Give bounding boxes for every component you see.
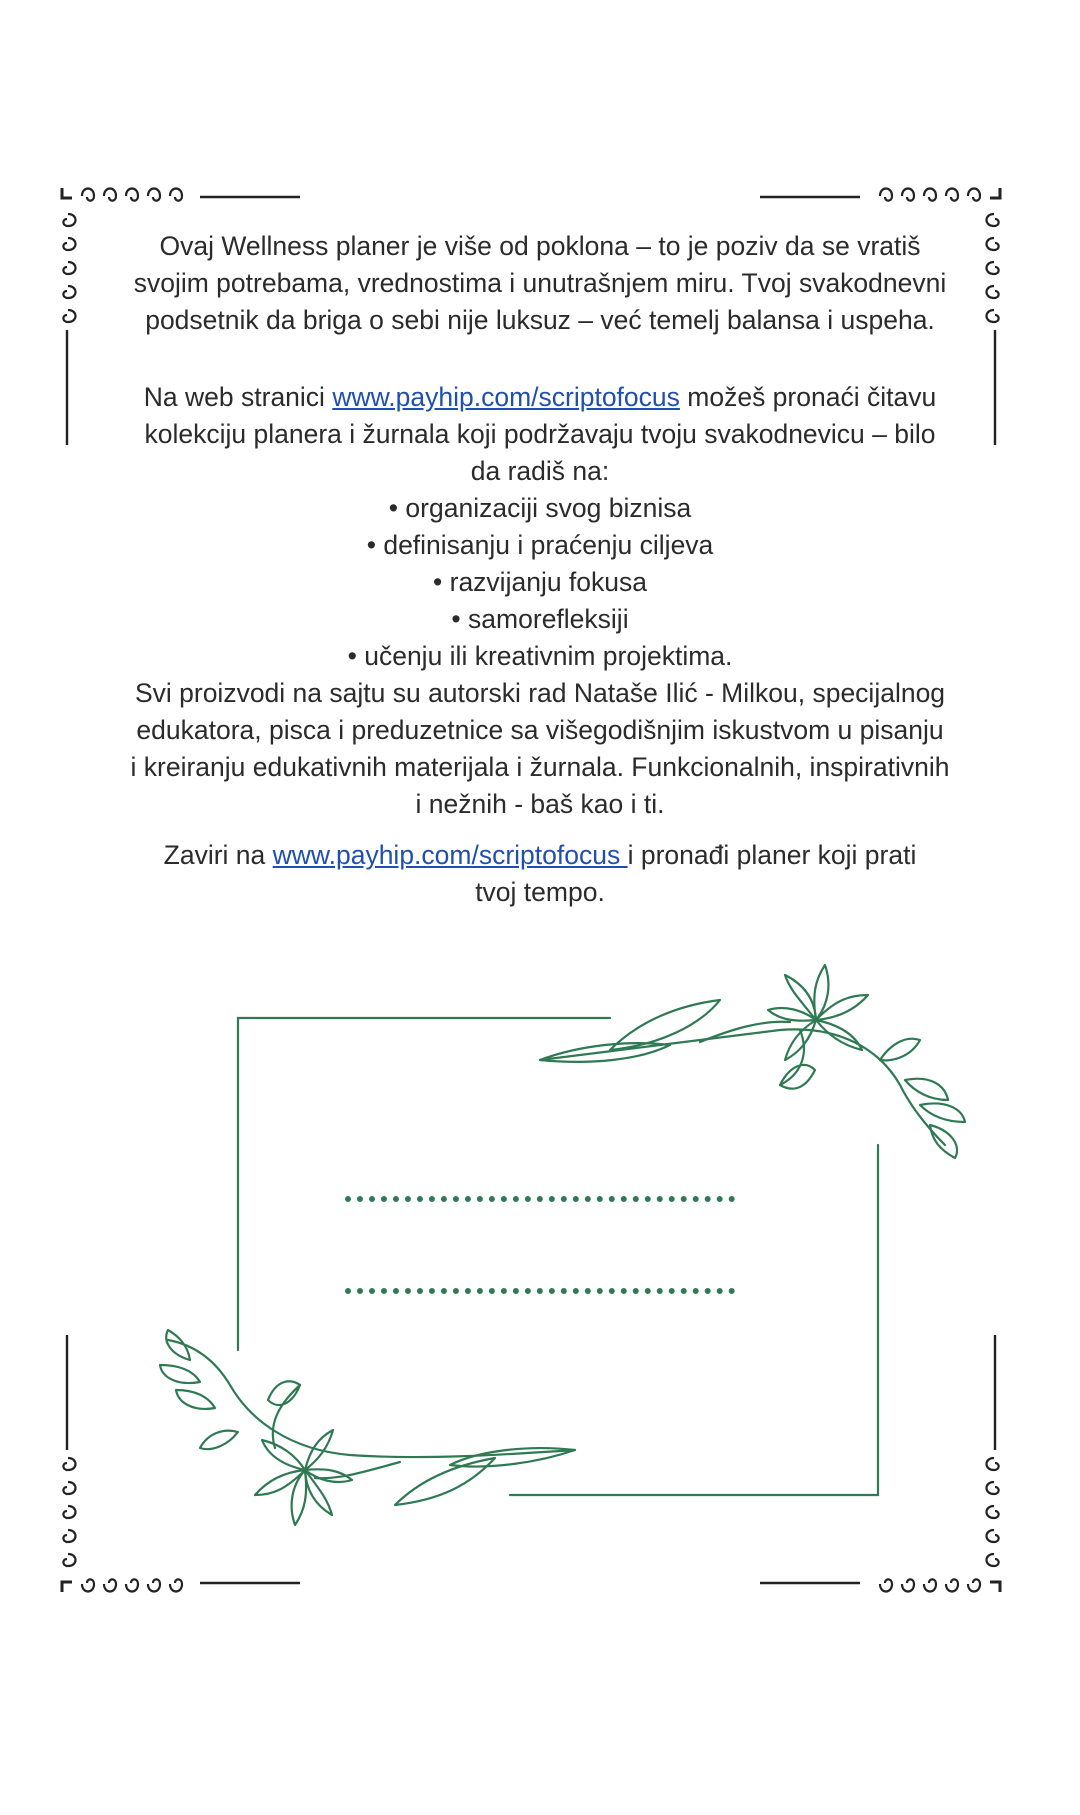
cta-suffix: i pronađi planer koji prati [627, 840, 917, 870]
intro-line-2: svojim potrebama, vrednostima i unutrašnjem miru. Tvoj svakodnevni [133, 268, 947, 298]
intro-line-1: Ovaj Wellness planer je više od poklona – to je poziv da se vratiš [159, 231, 921, 261]
payhip-link-cta[interactable]: www.payhip.com/scriptofocus [272, 840, 628, 870]
bullet-item: • učenju ili kreativnim projektima. [347, 641, 733, 671]
bullet-item: • razvijanju fokusa [432, 567, 648, 597]
cta-prefix: Zaviri na [163, 840, 273, 870]
dotted-line-1 [345, 1196, 735, 1202]
author-line-3: i kreiranju edukativnih materijala i žurnala. Funkcionalnih, inspirativnih [130, 752, 950, 782]
floral-branch-top-right-icon [540, 965, 965, 1158]
collection-line-3: da radiš na: [470, 456, 610, 486]
dotted-line-2 [345, 1288, 735, 1294]
author-line-1: Svi proizvodi na sajtu su autorski rad Nataše Ilić - Milkou, specijalnog [134, 678, 946, 708]
bullet-item: • samorefleksiji [451, 604, 629, 634]
bullet-item: • organizaciji svog biznisa [388, 493, 692, 523]
author-line-4: i nežnih - baš kao i ti. [415, 789, 665, 819]
collection-suffix: možeš pronaći čitavu [679, 382, 937, 412]
bullet-item: • definisanju i praćenju ciljeva [366, 530, 714, 560]
author-line-2: edukatora, pisca i preduzetnice sa višegodišnjim iskustvom u pisanju [136, 715, 944, 745]
intro-line-3: podsetnik da briga o sebi nije luksuz – već temelj balansa i uspeha. [145, 305, 935, 335]
collection-line-2: kolekciju planera i žurnala koji podržavaju tvoju svakodnevicu – bilo [144, 419, 936, 449]
cta-line-2: tvoj tempo. [475, 877, 605, 907]
collection-prefix: Na web stranici [143, 382, 333, 412]
payhip-link[interactable]: www.payhip.com/scriptofocus [332, 382, 680, 412]
